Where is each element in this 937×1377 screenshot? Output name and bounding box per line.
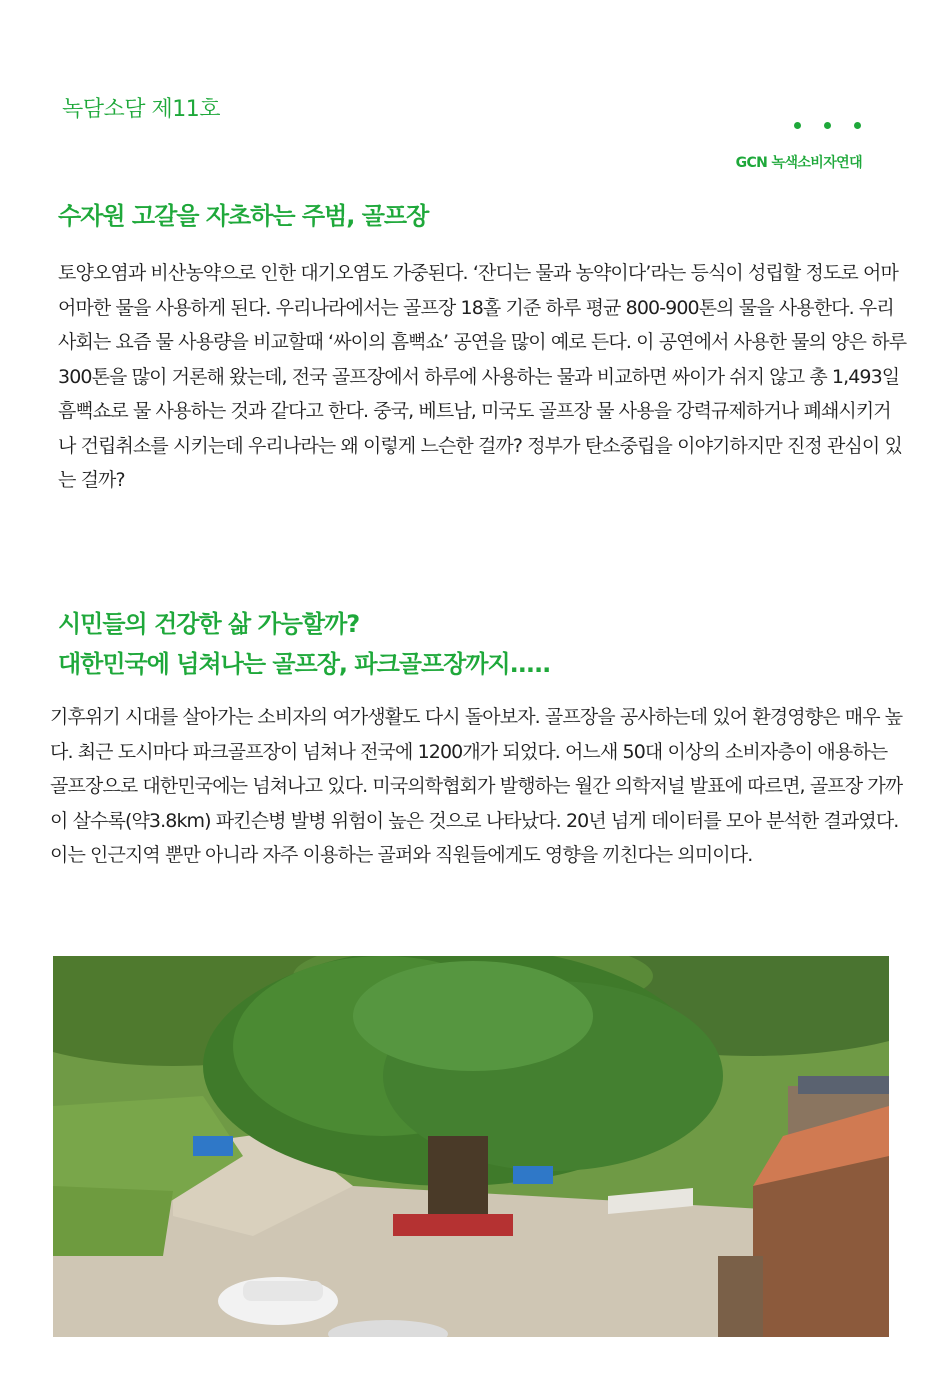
decorative-dots: [790, 122, 870, 136]
dot-icon: [824, 122, 831, 129]
issue-title: 녹담소담 제11호: [62, 97, 220, 122]
section2-heading-line2: 대한민국에 넘쳐나는 골프장, 파크골프장까지.....: [58, 650, 551, 678]
organization-name: GCN 녹색소비자연대: [735, 155, 862, 171]
section2-heading: [58, 604, 550, 684]
section2-heading-line1: 시민들의 건강한 삶 가능할까?: [58, 610, 360, 638]
dot-icon: [854, 122, 861, 129]
zelkova-tree-village-photo: [53, 956, 889, 1337]
dot-icon: [794, 122, 801, 129]
section1-heading: 수자원 고갈을 자초하는 주범, 골프장: [58, 202, 429, 230]
section1-body: 토양오염과 비산농약으로 인한 대기오염도 가중된다. ‘잔디는 물과 농약이다’라는 등식이 성립할 정도로 어마어마한 물을 사용하게 된다. 우리나라에서는 골프장 18홀 기준 하루 평균 800-900톤의 물을 사용한다. 우리사회는 요즘 물 사용량을 비교할때 ‘싸이의 흠뻑쇼’ 공연을 많이 예로 든다. 이 공연에서 사용한 물의 양은 하루 300톤을 많이 거론해 왔는데, 전국 골프장에서 하루에 사용하는 물과 비교하면 싸이가 쉬지 않고 총 1,493일 흠뻑쇼로 물 사용하는 것과 같다고 한다. 중국, 베트남, 미국도 골프장 물 사용을 강력규제하거나 폐쇄시키거나 건립취소를 시키는데 우리나라는 왜 이렇게 느슨한 걸까? 정부가 탄소중립을 이야기하지만 진정 관심이 있는 걸까?: [58, 262, 907, 491]
section2-body: 기후위기 시대를 살아가는 소비자의 여가생활도 다시 돌아보자. 골프장을 공사하는데 있어 환경영향은 매우 높다. 최근 도시마다 파크골프장이 넘쳐나 전국에 1200개가 되었다. 어느새 50대 이상의 소비자층이 애용하는 골프장으로 대한민국에는 넘쳐나고 있다. 미국의학협회가 발행하는 월간 의학저널 발표에 따르면, 골프장 가까이 살수록(약3.8km) 파킨슨병 발병 위험이 높은 것으로 나타났다. 20년 넘게 데이터를 모아 분석한 결과였다. 이는 인근지역 뿐만 아니라 자주 이용하는 골퍼와 직원들에게도 영향을 끼친다는 의미이다.: [50, 706, 903, 866]
